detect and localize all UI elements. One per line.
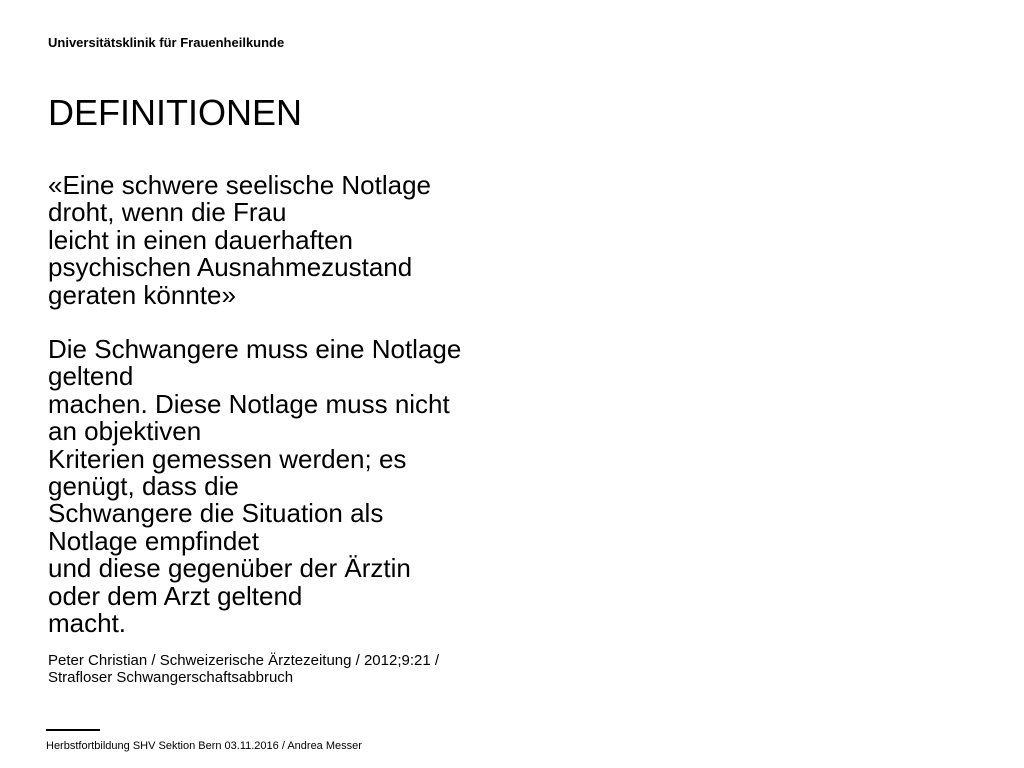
slide-title: DEFINITIONEN xyxy=(48,92,303,133)
explanation-line: Kriterien gemessen werden; es xyxy=(48,443,407,474)
quote-line: psychischen Ausnahmezustand xyxy=(48,252,413,283)
quote-line: geraten könnte» xyxy=(48,279,236,310)
explanation-line: Notlage empfindet xyxy=(48,525,260,556)
footer-text: Herbstfortbildung SHV Sektion Bern 03.11.2016 / Andrea Messer xyxy=(46,740,362,752)
explanation-line: machen. Diese Notlage muss nicht xyxy=(48,388,450,419)
footer-divider xyxy=(46,729,100,731)
explanation-line: Schwangere die Situation als xyxy=(48,498,384,529)
quote-line: leicht in einen dauerhaften xyxy=(48,224,354,255)
explanation-line: geltend xyxy=(48,361,134,392)
citation-line: Peter Christian / Schweizerische Ärztezeitung / 2012;9:21 / xyxy=(48,652,440,669)
explanation-paragraph xyxy=(48,336,568,637)
explanation-line: macht. xyxy=(48,608,127,639)
explanation-line: Die Schwangere muss eine Notlage xyxy=(48,334,462,365)
explanation-line: genügt, dass die xyxy=(48,471,239,502)
slide-body xyxy=(48,172,568,638)
quote-line: droht, wenn die Frau xyxy=(48,197,287,228)
source-citation xyxy=(48,652,439,686)
citation-line: Strafloser Schwangerschaftsabbruch xyxy=(48,669,294,686)
quote-line: «Eine schwere seelische Notlage xyxy=(48,170,431,200)
definition-quote xyxy=(48,172,568,309)
institution-header: Universitätsklinik für Frauenheilkunde xyxy=(48,35,285,50)
explanation-line: an objektiven xyxy=(48,416,202,447)
explanation-line: oder dem Arzt geltend xyxy=(48,580,303,611)
explanation-line: und diese gegenüber der Ärztin xyxy=(48,553,411,584)
paragraph-spacer xyxy=(48,309,568,336)
